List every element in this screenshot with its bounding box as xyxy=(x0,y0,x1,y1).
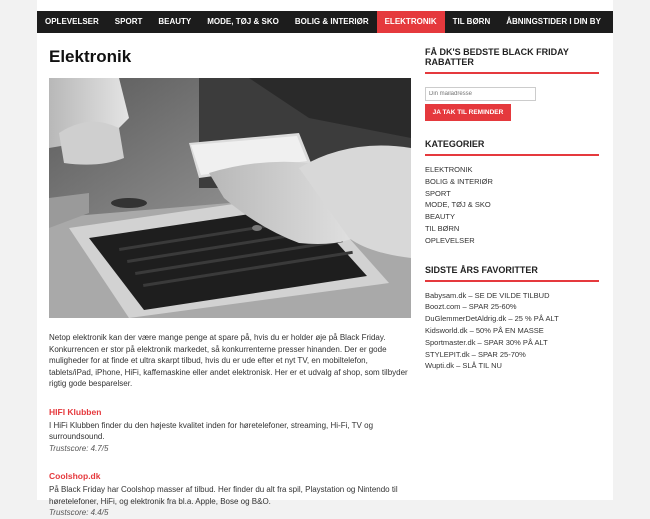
shop-trustscore: Trustscore: 4.4/5 xyxy=(49,508,109,517)
category-link[interactable]: BOLIG & INTERIØR xyxy=(425,176,493,186)
category-link[interactable]: SPORT xyxy=(425,188,451,198)
category-link[interactable]: BEAUTY xyxy=(425,212,456,222)
shop-hifi-klubben xyxy=(49,402,411,455)
nav-elektronik[interactable]: ELEKTRONIK xyxy=(377,11,445,33)
page-title: Elektronik xyxy=(49,47,132,66)
favorite-link[interactable]: DuGlemmerDetAldrig.dk – 25 % PÅ ALT xyxy=(425,314,559,324)
main-nav xyxy=(37,11,613,33)
nav-til-born[interactable]: TIL BØRN xyxy=(452,17,491,26)
shop-link-coolshop[interactable]: Coolshop.dk xyxy=(49,471,101,481)
shop-description: På Black Friday har Coolshop masser af tilbud. Her finder du alt fra spil, Playstation og Nintendo til høretelefoner, HiFi, og elektronik fra bl.a. Apple, Bose og B&O. xyxy=(49,485,398,506)
nav-mode[interactable]: MODE, TØJ & SKO xyxy=(207,17,279,26)
hero-image xyxy=(49,78,411,318)
nav-bolig[interactable]: BOLIG & INTERIØR xyxy=(294,17,369,26)
newsletter-title: FÅ DK'S BEDSTE BLACK FRIDAY RABATTER xyxy=(425,47,599,74)
favorites-widget xyxy=(425,265,599,373)
favorite-link[interactable]: Sportmaster.dk – SPAR 30% PÅ ALT xyxy=(425,337,548,347)
favorite-link[interactable]: STYLEPIT.dk – SPAR 25-70% xyxy=(425,349,526,359)
laptop-phone-photo xyxy=(49,78,411,318)
shop-coolshop xyxy=(49,466,411,519)
shop-trustscore: Trustscore: 4.7/5 xyxy=(49,443,109,453)
category-link[interactable]: TIL BØRN xyxy=(425,223,460,233)
category-link[interactable]: OPLEVELSER xyxy=(425,235,475,245)
favorite-link[interactable]: Boozt.com – SPAR 25-60% xyxy=(425,302,517,312)
nav-sport[interactable]: SPORT xyxy=(114,17,143,26)
categories-widget xyxy=(425,139,599,247)
email-input[interactable] xyxy=(425,87,536,101)
favorite-link[interactable]: Wupti.dk – SLÅ TIL NU xyxy=(425,361,502,371)
newsletter-widget xyxy=(425,47,599,121)
shop-description: I HiFi Klubben finder du den højeste kvalitet inden for høretelefoner, streaming, Hi-Fi, TV og surroundsound. xyxy=(49,420,374,441)
favorite-link[interactable]: Babysam.dk – SE DE VILDE TILBUD xyxy=(425,290,550,300)
page xyxy=(37,0,613,517)
category-link[interactable]: ELEKTRONIK xyxy=(425,165,473,174)
shop-link-hifi-klubben[interactable]: HIFI Klubben xyxy=(49,406,102,417)
favorites-title: SIDSTE ÅRS FAVORITTER xyxy=(425,265,599,282)
nav-oplevelser[interactable]: OPLEVELSER xyxy=(45,17,99,26)
nav-beauty[interactable]: BEAUTY xyxy=(158,17,192,26)
categories-title: KATEGORIER xyxy=(425,139,599,156)
reminder-button[interactable]: JA TAK TIL REMINDER xyxy=(425,104,511,121)
intro-text: Netop elektronik kan der være mange penge at spare på, hvis du er holder øje på Black Friday. Konkurrencen er stor på elektronik markedet, så konkurrenterne presser hinanden. Der er gode muligheder for at finde et ultra skarpt tilbud, hvis du er ude efter et nyt TV, en mobiltelefon, tablets/iPad, iPhone, HiFi, kaffemaskine eller andet elektronisk. Her er et udvalg af shop, som tilbyder rigtig gode besparelser. xyxy=(49,333,408,388)
sidebar xyxy=(425,47,599,390)
nav-abningstider[interactable]: ÅBNINGSTIDER I DIN BY xyxy=(506,17,601,26)
category-link[interactable]: MODE, TØJ & SKO xyxy=(425,200,491,210)
main-content xyxy=(49,47,411,519)
top-strip xyxy=(37,0,613,11)
favorite-link[interactable]: Kidsworld.dk – 50% PÅ EN MASSE xyxy=(425,325,544,335)
